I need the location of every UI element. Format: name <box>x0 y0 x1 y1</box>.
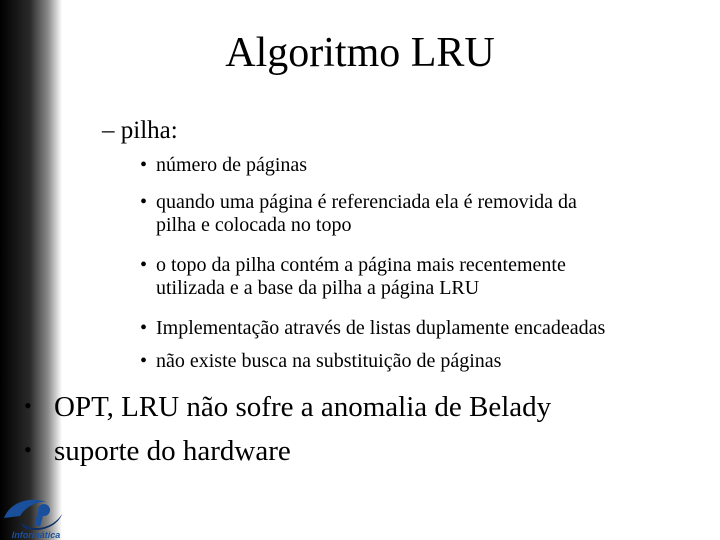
slide-title: Algoritmo LRU <box>225 30 495 76</box>
main-bullet-item <box>24 389 551 424</box>
bullet: • <box>140 154 148 176</box>
list-item-text-continued: utilizada e a base da pilha a página LRU <box>156 277 480 299</box>
main-bullet-text: OPT, LRU não sofre a anomalia de Belady <box>54 391 552 423</box>
main-bullet-item <box>24 433 291 468</box>
level1-dash: – <box>102 117 115 144</box>
list-item <box>140 350 710 373</box>
informatica-logo-icon <box>0 492 72 540</box>
level1-item-pilha <box>102 116 178 146</box>
list-item-text: quando uma página é referenciada ela é removida da <box>156 191 577 213</box>
main-bullet-text: suporte do hardware <box>54 435 291 467</box>
list-item-text: o topo da pilha contém a página mais recentemente <box>156 254 566 276</box>
list-item <box>140 254 710 300</box>
list-item <box>140 191 710 237</box>
list-item-text: número de páginas <box>156 154 308 176</box>
bullet: • <box>24 437 32 462</box>
list-item <box>140 317 710 340</box>
list-item-text-continued: pilha e colocada no topo <box>156 214 352 236</box>
list-item-text: não existe busca na substituição de páginas <box>156 350 502 372</box>
logo-text: Informática <box>11 530 61 540</box>
bullet: • <box>140 350 148 372</box>
bullet: • <box>24 393 32 418</box>
bullet: • <box>140 191 148 213</box>
bullet: • <box>140 317 148 339</box>
level1-text: pilha: <box>120 117 178 144</box>
logo-i-stem <box>34 511 43 526</box>
list-item-text: Implementação através de listas duplamente encadeadas <box>156 317 606 339</box>
bullet: • <box>140 254 148 276</box>
list-item <box>140 154 710 177</box>
